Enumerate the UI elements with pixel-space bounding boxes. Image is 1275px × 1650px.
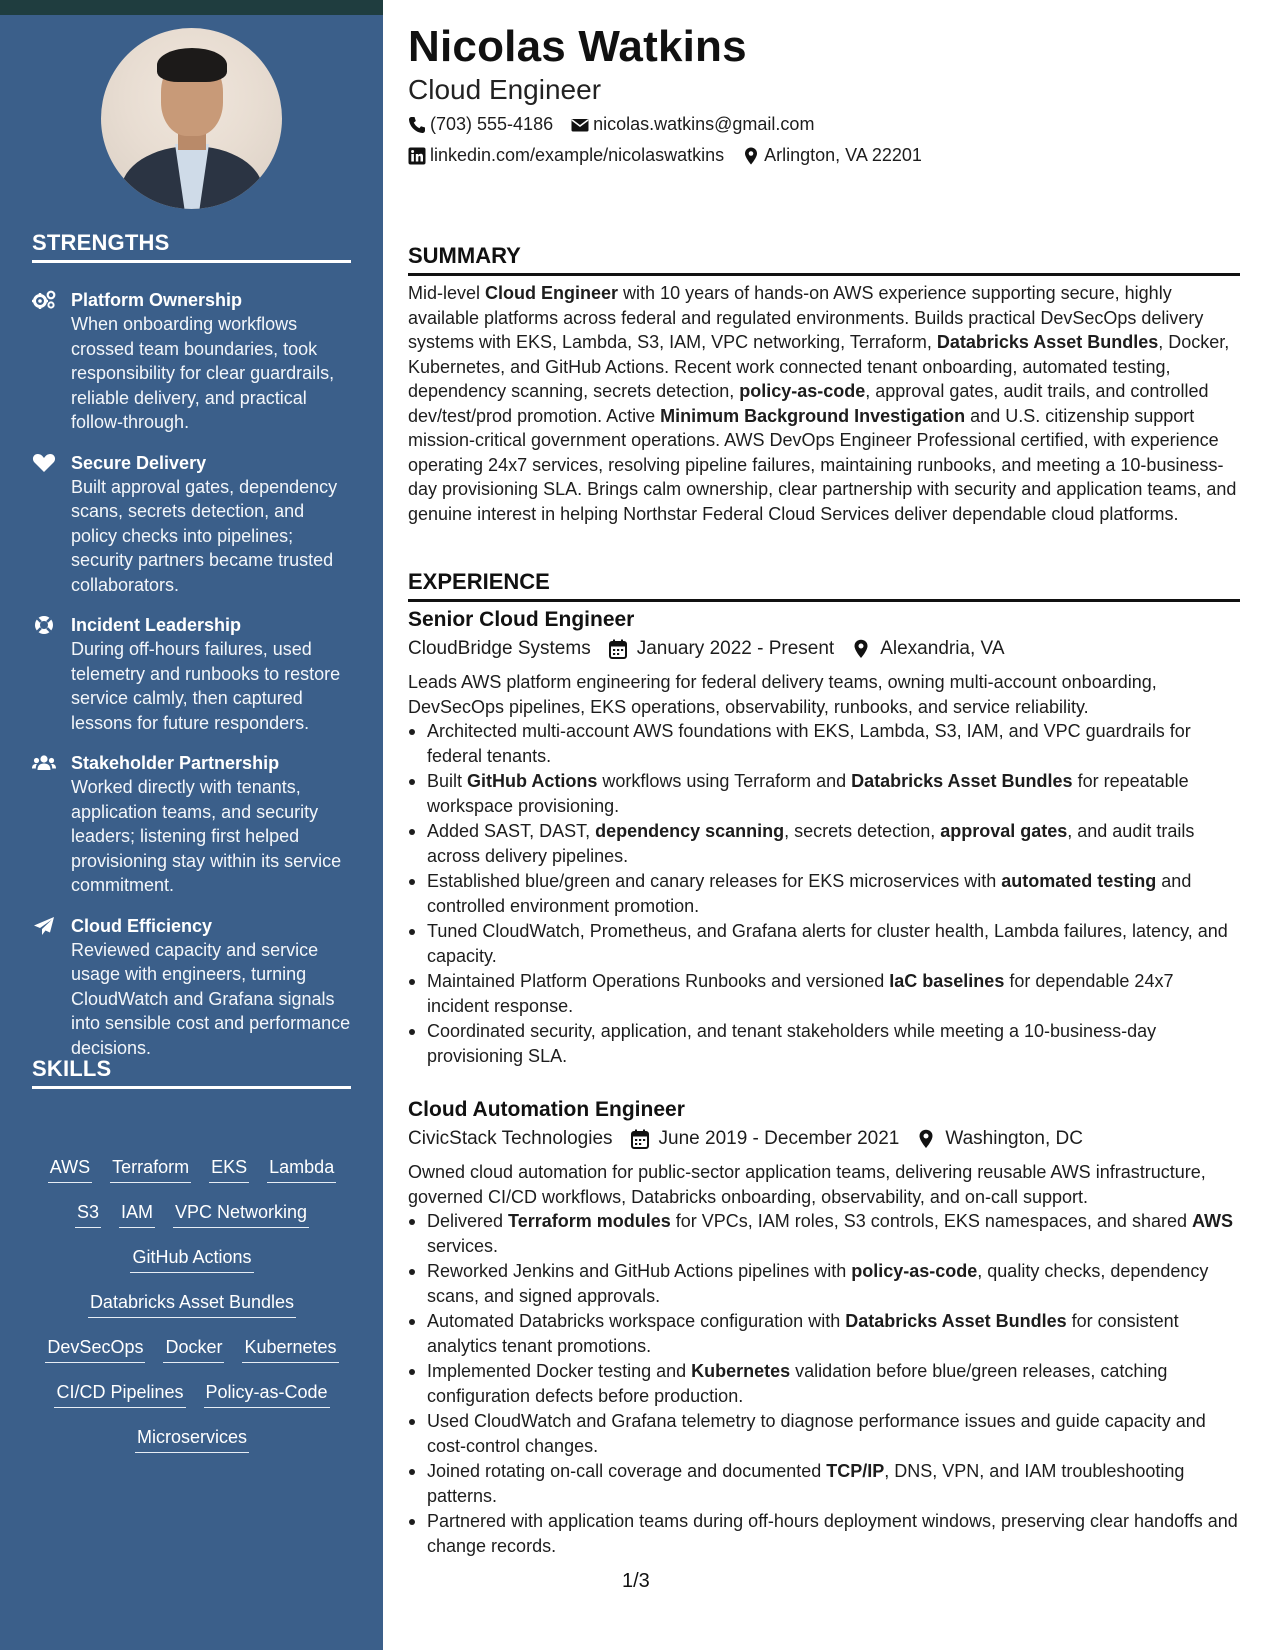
- email-address[interactable]: nicolas.watkins@gmail.com: [593, 114, 815, 134]
- bullet-dot: [409, 879, 415, 885]
- strength-description: Worked directly with tenants, application teams, and security leaders; listening first helped provisioning stay within its service commitment.: [71, 777, 342, 895]
- bullet-item: Tuned CloudWatch, Prometheus, and Grafana alerts for cluster health, Lambda failures, latency, and capacity.: [408, 919, 1240, 968]
- contact-row-2: [408, 145, 922, 166]
- skill-tag: AWS: [48, 1155, 92, 1183]
- bullet-item: Delivered Terraform modules for VPCs, IAM roles, S3 controls, EKS namespaces, and shared AWS services.: [408, 1209, 1240, 1258]
- bullet-item: Used CloudWatch and Grafana telemetry to diagnose performance issues and guide capacity and cost-control changes.: [408, 1409, 1240, 1458]
- skill-tag: Terraform: [110, 1155, 191, 1183]
- bullet-item: Joined rotating on-call coverage and documented TCP/IP, DNS, VPN, and IAM troubleshooting patterns.: [408, 1459, 1240, 1508]
- skills-list: [32, 1155, 352, 1470]
- skill-tag: S3: [75, 1200, 101, 1228]
- calendar-icon: [609, 639, 627, 659]
- skill-tag: EKS: [209, 1155, 249, 1183]
- map-pin-icon: [917, 1129, 935, 1149]
- bullet-dot: [409, 779, 415, 785]
- phone-icon: [408, 116, 426, 134]
- skill-tag: Lambda: [267, 1155, 336, 1183]
- job-meta: [408, 1124, 1240, 1154]
- bullet-dot: [409, 979, 415, 985]
- strength-item: [32, 914, 352, 1061]
- bullet-dot: [409, 1269, 415, 1275]
- bullet-dot: [409, 1029, 415, 1035]
- strength-item: [32, 288, 352, 435]
- strength-title: Platform Ownership: [71, 290, 243, 310]
- skill-tag: CI/CD Pipelines: [54, 1380, 185, 1408]
- summary-paragraph: Mid-level Cloud Engineer with 10 years of hands-on AWS experience supporting secure, highly available platforms across federal and regulated environments. Builds practical DevSecOps delivery systems with EKS, Lambda, S3, IAM, VPC networking, Terraform, Databricks Asset Bundles, Docker, Kubernetes, and GitHub Actions. Recent work connected tenant onboarding, automated testing, dependency scanning, secrets detection, policy-as-code, approval gates, audit trails, and controlled dev/test/prod promotion. Active Minimum Background Investigation and U.S. citizenship support mission-critical government operations. AWS DevOps Engineer Professional certified, with experience operating 24x7 services, resolving pipeline failures, maintaining runbooks, and meeting a 10-business-day provisioning SLA. Brings calm ownership, clear partnership with security and application teams, and genuine interest in helping Northstar Federal Cloud Services deliver dependable cloud platforms.: [408, 283, 1237, 524]
- bullet-item: Added SAST, DAST, dependency scanning, secrets detection, approval gates, and audit trails across delivery pipelines.: [408, 819, 1240, 868]
- calendar-icon: [631, 1129, 649, 1149]
- job-location: Washington, DC: [945, 1128, 1083, 1149]
- bullet-dot: [409, 929, 415, 935]
- contact-location: [742, 145, 922, 166]
- bullet-dot: [409, 1369, 415, 1375]
- skill-tag: Kubernetes: [242, 1335, 338, 1363]
- sidebar-top-accent: [0, 0, 383, 15]
- profile-photo: [101, 28, 282, 209]
- users-icon: [32, 753, 56, 773]
- bullet-dot: [409, 1219, 415, 1225]
- job-description: Owned cloud automation for public-sector application teams, delivering reusable AWS infrastructure, governed CI/CD workflows, Databricks onboarding, observability, and on-call support.: [408, 1162, 1206, 1207]
- skill-tag: Microservices: [135, 1425, 249, 1453]
- strength-description: During off-hours failures, used telemetry and runbooks to restore service calmly, then captured lessons for future responders.: [71, 639, 341, 733]
- job-bullets: [408, 719, 1240, 1068]
- strength-item: [32, 751, 352, 898]
- strength-title: Secure Delivery: [71, 452, 207, 473]
- job-entry: [408, 1096, 1240, 1559]
- bullet-item: Maintained Platform Operations Runbooks and versioned IaC baselines for dependable 24x7 incident response.: [408, 969, 1240, 1018]
- bullet-item: Built GitHub Actions workflows using Terraform and Databricks Asset Bundles for repeatable workspace provisioning.: [408, 769, 1240, 818]
- location-text: Arlington, VA 22201: [764, 145, 922, 165]
- job-dates: June 2019 - December 2021: [658, 1128, 900, 1149]
- skill-tag: Databricks Asset Bundles: [88, 1290, 296, 1318]
- job-company: CivicStack Technologies: [408, 1128, 613, 1149]
- linkedin-url[interactable]: linkedin.com/example/nicolaswatkins: [430, 145, 725, 165]
- strength-title: Cloud Efficiency: [71, 915, 213, 936]
- bullet-dot: [409, 1319, 415, 1325]
- strength-item: [32, 451, 352, 598]
- strengths-list: [32, 288, 352, 1076]
- bullet-dot: [409, 729, 415, 735]
- contact-phone: [408, 114, 553, 135]
- strength-title: Incident Leadership: [71, 615, 242, 635]
- job-dates: January 2022 - Present: [636, 638, 835, 659]
- paper-plane-icon: [32, 916, 56, 936]
- bullet-item: Reworked Jenkins and GitHub Actions pipelines with policy-as-code, quality checks, dependency scans, and signed approvals.: [408, 1259, 1240, 1308]
- lifering-icon: [32, 615, 56, 635]
- job-meta: [408, 634, 1240, 664]
- skill-tag: Policy-as-Code: [204, 1380, 330, 1408]
- linkedin-icon: [408, 147, 426, 165]
- contact-row: [408, 114, 814, 135]
- bullet-item: Implemented Docker testing and Kubernetes validation before blue/green releases, catching configuration defects before production.: [408, 1359, 1240, 1408]
- bullet-dot: [409, 829, 415, 835]
- bullet-item: Coordinated security, application, and tenant stakeholders while meeting a 10-business-day provisioning SLA.: [408, 1019, 1240, 1068]
- job-title: Senior Cloud Engineer: [408, 608, 635, 631]
- contact-email: [571, 114, 814, 135]
- strengths-heading: STRENGTHS: [32, 230, 351, 263]
- candidate-name: Nicolas Watkins: [408, 22, 747, 71]
- skill-tag: IAM: [119, 1200, 155, 1228]
- bullet-dot: [409, 1519, 415, 1525]
- candidate-title: Cloud Engineer: [408, 74, 602, 105]
- phone-number: (703) 555-4186: [430, 114, 554, 134]
- skill-tag: GitHub Actions: [130, 1245, 253, 1273]
- contact-linkedin: [408, 145, 724, 166]
- job-entry: [408, 606, 1240, 1069]
- map-pin-icon: [742, 147, 760, 165]
- strength-item: [32, 613, 352, 735]
- job-location: Alexandria, VA: [880, 638, 1005, 659]
- bullet-item: Partnered with application teams during off-hours deployment windows, preserving clear handoffs and change records.: [408, 1509, 1240, 1558]
- bullet-item: Architected multi-account AWS foundations with EKS, Lambda, S3, IAM, and VPC guardrails for federal tenants.: [408, 719, 1240, 768]
- summary-heading: SUMMARY: [408, 243, 1240, 276]
- skills-heading: SKILLS: [32, 1056, 351, 1089]
- strength-description: When onboarding workflows crossed team boundaries, took responsibility for clear guardrails, reliable delivery, and practical follow-through.: [71, 314, 335, 432]
- strength-description: Reviewed capacity and service usage with engineers, turning CloudWatch and Grafana signals into sensible cost and performance decisions.: [71, 939, 351, 1058]
- bullet-dot: [409, 1419, 415, 1425]
- gears-icon: [32, 290, 56, 310]
- sidebar: [0, 0, 383, 1650]
- envelope-icon: [571, 116, 589, 134]
- page-number: 1/3: [622, 1570, 650, 1592]
- job-title: Cloud Automation Engineer: [408, 1098, 685, 1121]
- skill-tag: Docker: [163, 1335, 224, 1363]
- bullet-dot: [409, 1469, 415, 1475]
- job-company: CloudBridge Systems: [408, 638, 591, 659]
- skill-tag: DevSecOps: [45, 1335, 145, 1363]
- map-pin-icon: [852, 639, 870, 659]
- heart-icon: [32, 453, 56, 473]
- bullet-item: Established blue/green and canary releases for EKS microservices with automated testing and controlled environment promotion.: [408, 869, 1240, 918]
- job-bullets: [408, 1209, 1240, 1558]
- skill-tag: VPC Networking: [173, 1200, 309, 1228]
- strength-title: Stakeholder Partnership: [71, 753, 280, 773]
- strength-description: Built approval gates, dependency scans, secrets detection, and policy checks into pipelines; security partners became trusted collaborators.: [71, 476, 338, 595]
- bullet-item: Automated Databricks workspace configuration with Databricks Asset Bundles for consistent analytics tenant promotions.: [408, 1309, 1240, 1358]
- experience-heading: EXPERIENCE: [408, 569, 1240, 602]
- job-description: Leads AWS platform engineering for federal delivery teams, owning multi-account onboarding, DevSecOps pipelines, EKS operations, observability, runbooks, and service reliability.: [408, 672, 1157, 717]
